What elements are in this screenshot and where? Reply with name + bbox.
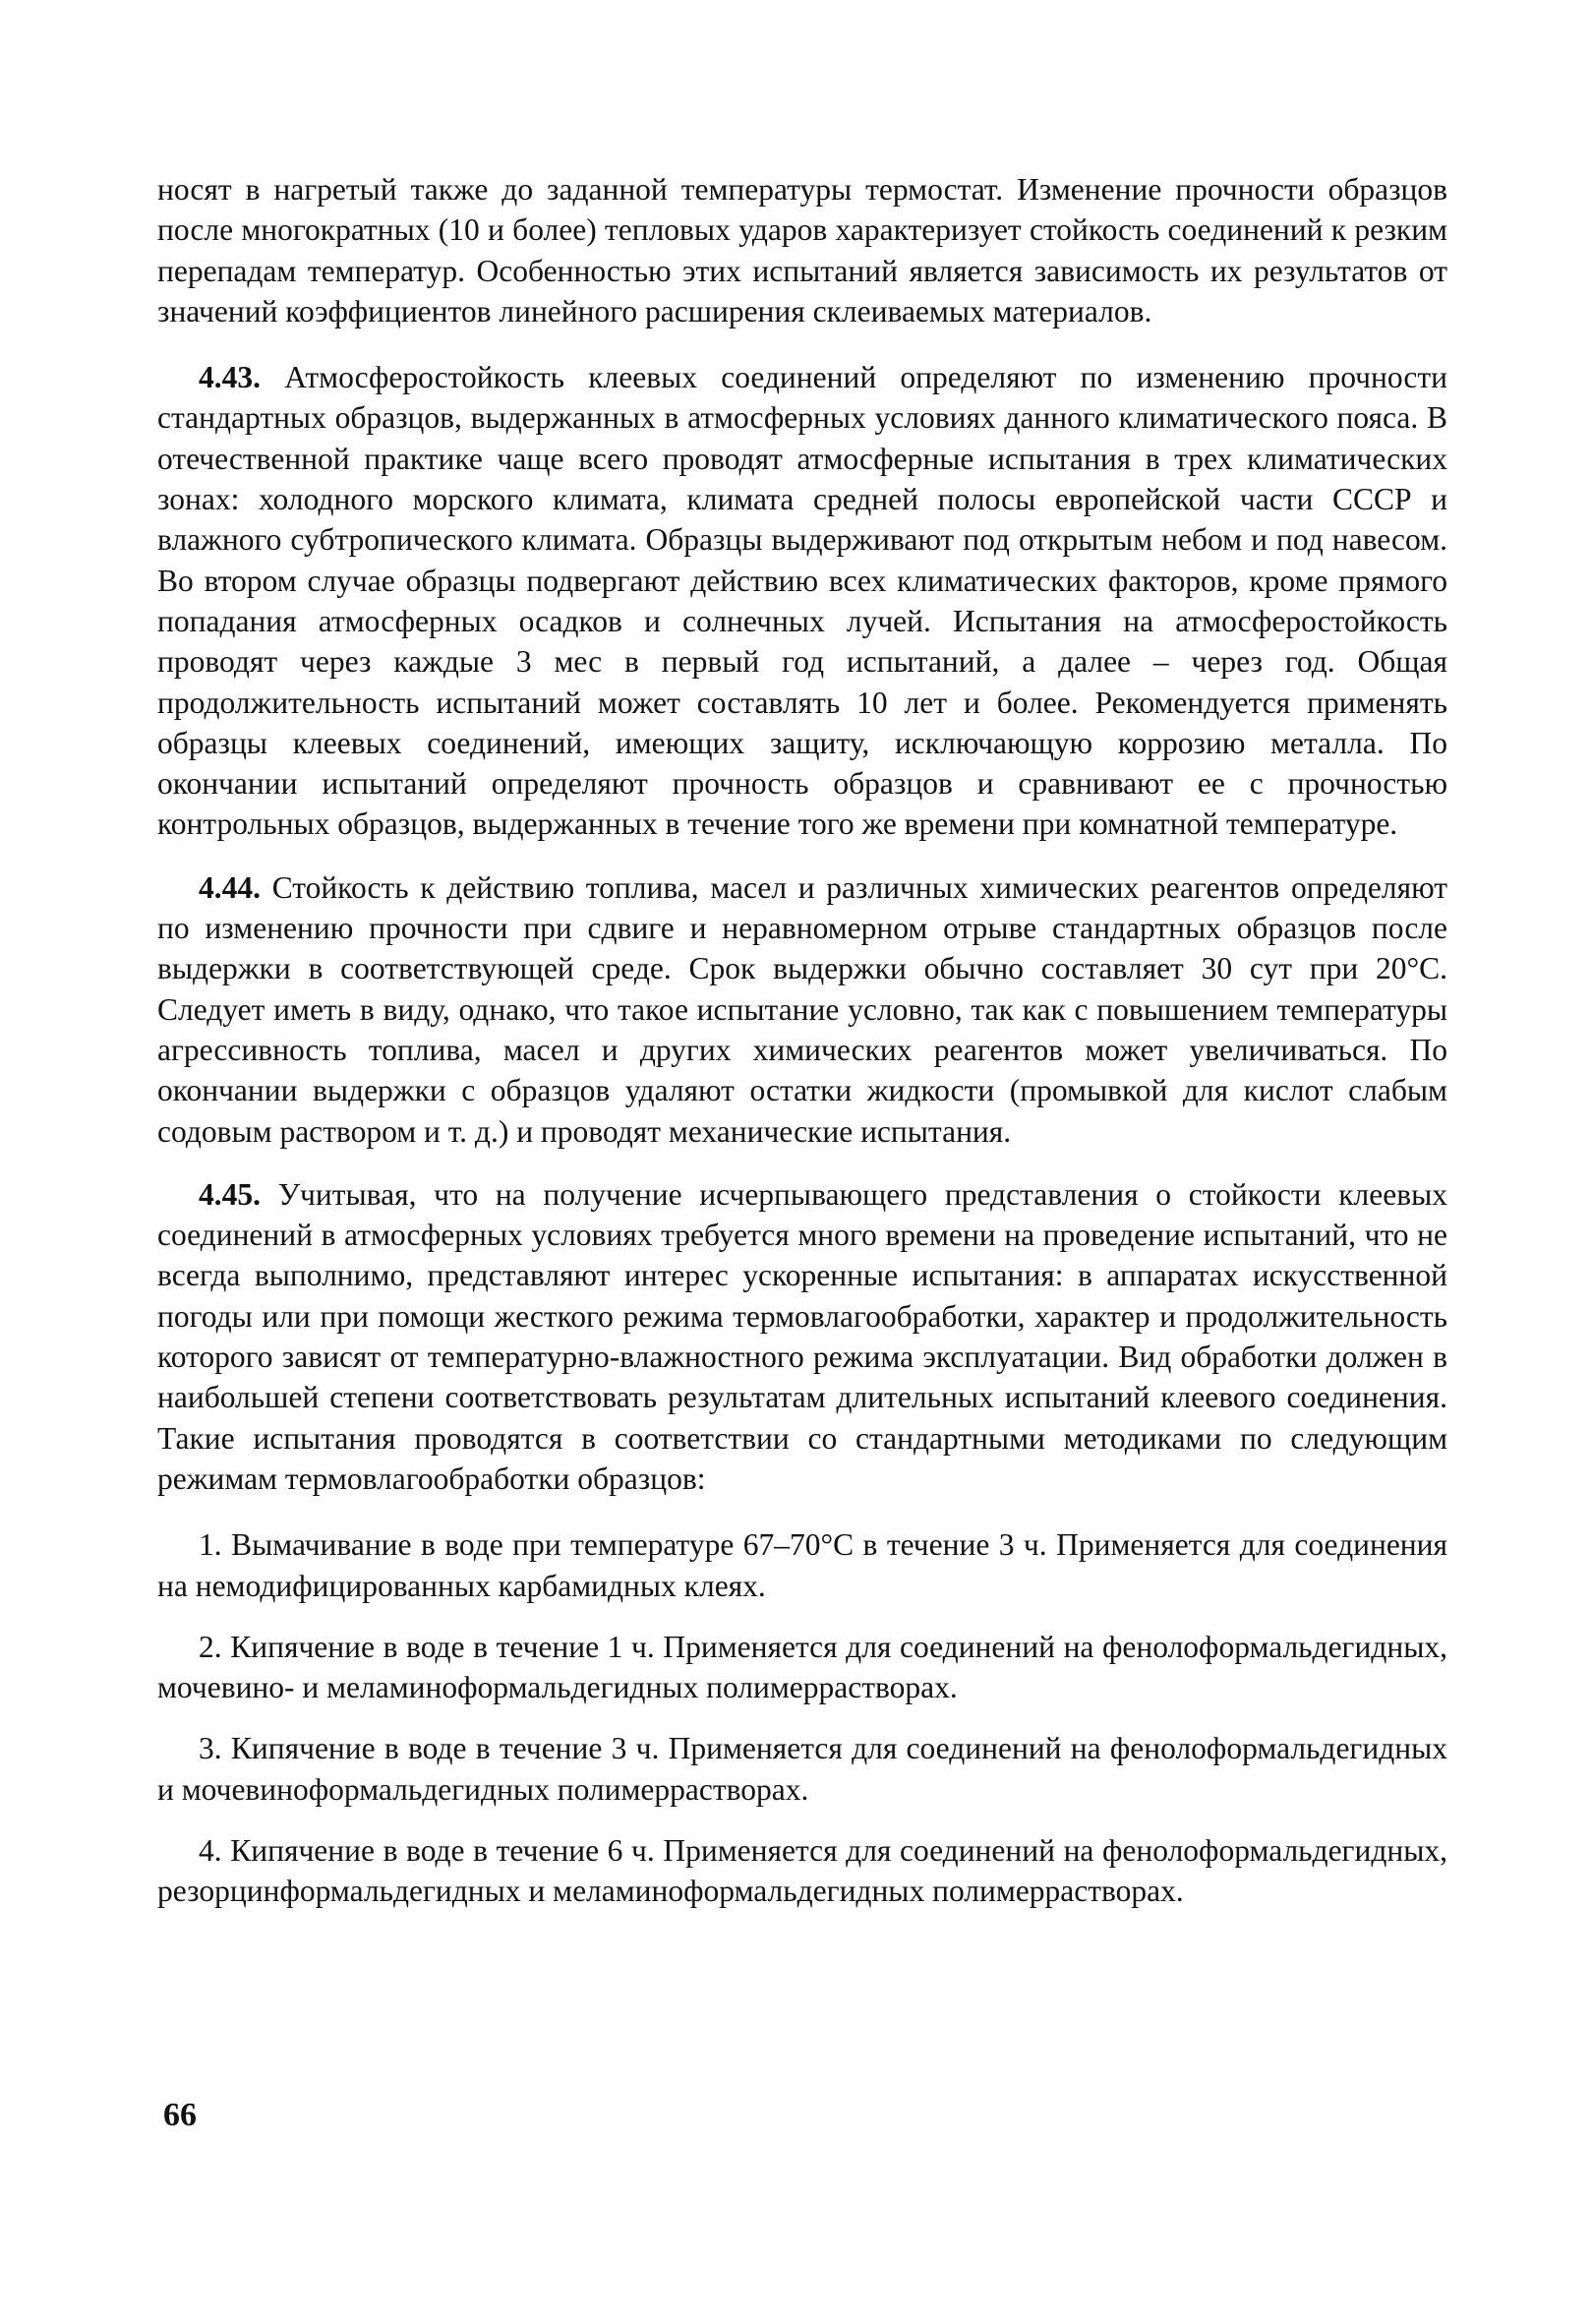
list-item-number: 1. bbox=[199, 1527, 222, 1563]
list-item bbox=[157, 1728, 1447, 1810]
list-item-text: Кипячение в воде в течение 6 ч. Применяется для соединений на фенолоформальдегидных, резорцинформальдегидных и меламиноформальдегидных полимеррастворах. bbox=[157, 1832, 1448, 1909]
list-item-text: Кипячение в воде в течение 1 ч. Применяется для соединений на фенолоформальдегидных, мочевино- и меламиноформальдегидных полимеррастворах. bbox=[157, 1629, 1448, 1705]
section-4-44 bbox=[157, 867, 1447, 1152]
list-item-number: 2. bbox=[199, 1629, 222, 1664]
section-4-43 bbox=[157, 357, 1447, 845]
list-item bbox=[157, 1524, 1447, 1606]
list-item bbox=[157, 1830, 1447, 1912]
continuation-paragraph: носят в нагретый также до заданной температуры термостат. Изменение прочности образцов после многократных (10 и более) тепловых ударов характеризует стойкость соединений к резким перепадам температур. Особенностью этих испытаний является зависимость их результатов от значений коэффициентов линейного расширения склеиваемых материалов. bbox=[157, 172, 1447, 328]
section-number: 4.43. bbox=[199, 360, 261, 395]
list-item bbox=[157, 1627, 1447, 1708]
section-text: Атмосферостойкость клеевых соединений определяют по изменению прочности стандартных образцов, выдержанных в атмосферных условиях данного климатического пояса. В отечественной практике чаще всего проводят атмосферные испытания в трех климатических зонах: холодного морского климата, климата средней полосы европейской части СССР и влажного субтропического климата. Образцы выдерживают под открытым небом и под навесом. Во втором случае образцы подвергают действию всех климатических факторов, кроме прямого попадания атмосферных осадков и солнечных лучей. Испытания на атмосферостойкость проводят через каждые 3 мес в первый год испытаний, а далее – через год. Общая продолжительность испытаний может составлять 10 лет и более. Рекомендуется применять образцы клеевых соединений, имеющих защиту, исключающую коррозию металла. По окончании испытаний определяют прочность образцов и сравнивают ее с прочностью контрольных образцов, выдержанных в течение того же времени при комнатной температуре. bbox=[157, 360, 1447, 842]
section-4-45 bbox=[157, 1174, 1447, 1499]
list-item-number: 3. bbox=[199, 1731, 222, 1766]
section-text: Учитывая, что на получение исчерпывающего представления о стойкости клеевых соединений в атмосферных условиях требуется много времени на проведение испытаний, что не всегда выполнимо, представляют интерес ускоренные испытания: в аппаратах искусственной погоды или при помощи жесткого режима термовлагообработки, характер и продолжительность которого зависят от температурно-влажностного режима эксплуатации. Вид обработки должен в наибольшей степени соответствовать результатам длительных испытаний клеевого соединения. Такие испытания проводятся в соответствии со стандартными методиками по следующим режимам термовлагообработки образцов: bbox=[157, 1176, 1448, 1496]
section-number: 4.44. bbox=[199, 869, 261, 905]
list-item-text: Вымачивание в воде при температуре 67–70°С в течение 3 ч. Применяется для соединения на немодифицированных карбамидных клеях. bbox=[157, 1527, 1447, 1603]
document-page bbox=[157, 169, 1447, 1912]
treatment-modes-list bbox=[157, 1524, 1447, 1911]
list-item-number: 4. bbox=[199, 1832, 222, 1868]
page-number: 66 bbox=[163, 2097, 197, 2133]
list-item-text: Кипячение в воде в течение 3 ч. Применяется для соединений на фенолоформальдегидных и мочевиноформальдегидных полимеррастворах. bbox=[157, 1731, 1448, 1807]
section-text: Стойкость к действию топлива, масел и различных химических реагентов определяют по изменению прочности при сдвиге и неравномерном отрыве стандартных образцов после выдержки в соответствующей среде. Срок выдержки обычно составляет 30 сут при 20°С. Следует иметь в виду, однако, что такое испытание условно, так как с повышением температуры агрессивность топлива, масел и других химических реагентов может увеличиваться. По окончании выдержки с образцов удаляют остатки жидкости (промывкой для кислот слабым содовым раствором и т. д.) и проводят механические испытания. bbox=[157, 869, 1448, 1149]
section-number: 4.45. bbox=[199, 1176, 261, 1212]
